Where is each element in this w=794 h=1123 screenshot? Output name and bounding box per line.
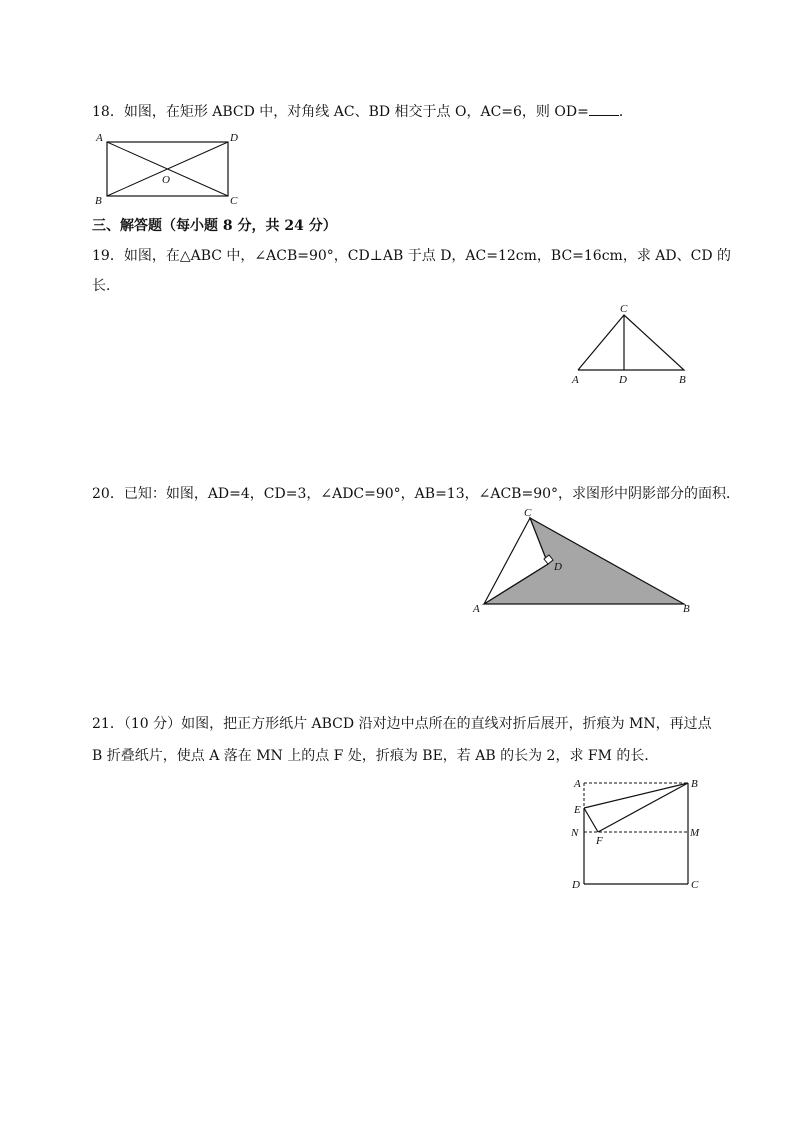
segment-ef bbox=[584, 808, 598, 832]
label-n: N bbox=[571, 827, 579, 839]
segment-fb bbox=[598, 783, 688, 832]
q21-line-2: B 折叠纸片，使点 A 落在 MN 上的点 F 处，折痕为 BE，若 AB 的长为 2，求 FM 的长． bbox=[92, 748, 659, 764]
label-o: O bbox=[162, 174, 170, 186]
q19-triangle-figure bbox=[566, 300, 696, 390]
section-heading: 三、解答题（每小题 8 分，共 24 分） bbox=[92, 218, 337, 234]
answer-blank bbox=[589, 103, 619, 116]
label-a: A bbox=[473, 603, 480, 615]
crease-be bbox=[584, 783, 688, 808]
q18-question: 18．如图，在矩形 ABCD 中，对角线 AC、BD 相交于点 O，AC=6，则 OD= bbox=[92, 104, 589, 120]
label-d: D bbox=[230, 132, 238, 144]
label-m: M bbox=[690, 827, 700, 839]
label-d: D bbox=[554, 561, 562, 573]
q18-rectangle-figure bbox=[90, 128, 250, 208]
label-d: D bbox=[619, 374, 627, 386]
q19-line-2: 长． bbox=[92, 278, 120, 294]
label-a: A bbox=[96, 132, 103, 144]
q20-text: 20．已知：如图，AD=4，CD=3，∠ADC=90°，AB=13，∠ACB=90°，求图形中阴影部分的面积． bbox=[92, 486, 741, 502]
q20-shaded-figure bbox=[468, 508, 698, 618]
label-b: B bbox=[691, 778, 698, 790]
q21-folded-square-figure bbox=[566, 774, 706, 894]
label-c: C bbox=[524, 508, 532, 519]
label-b: B bbox=[679, 374, 686, 386]
triangle-abc bbox=[578, 315, 684, 370]
label-a: A bbox=[574, 778, 581, 790]
label-c: C bbox=[620, 303, 628, 315]
q21-line-1: 21．（10 分）如图，把正方形纸片 ABCD 沿对边中点所在的直线对折后展开，折痕为 MN，再过点 bbox=[92, 716, 712, 732]
q19-line-1: 19．如图，在△ABC 中，∠ACB=90°，CD⊥AB 于点 D，AC=12cm，BC=16cm，求 AD、CD 的 bbox=[92, 248, 731, 264]
label-d: D bbox=[572, 879, 580, 891]
q18-text bbox=[92, 102, 633, 122]
label-c: C bbox=[691, 879, 699, 891]
label-e: E bbox=[574, 804, 581, 816]
q18-end: ． bbox=[618, 104, 633, 120]
label-b: B bbox=[95, 195, 102, 207]
label-f: F bbox=[596, 835, 603, 847]
label-a: A bbox=[572, 374, 579, 386]
label-c: C bbox=[230, 195, 238, 207]
label-b: B bbox=[683, 603, 690, 615]
